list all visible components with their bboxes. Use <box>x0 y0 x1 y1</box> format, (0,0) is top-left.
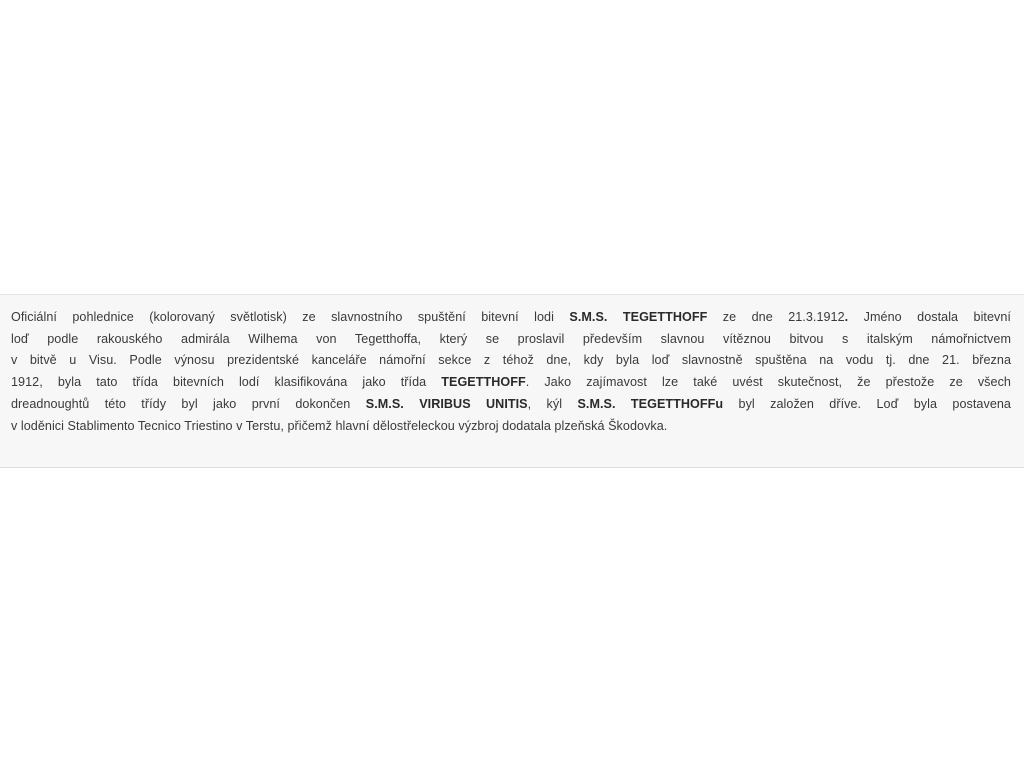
bold-period: . <box>844 310 849 324</box>
caption-line-1 <box>11 307 1011 329</box>
caption-line-3: v bitvě u Visu. Podle výnosu prezidentské kanceláře námořní sekce z téhož dne, kdy byla loď slavnostně spuštěna na vodu tj. dne 21. března <box>11 353 1011 368</box>
ship-name-bold: S.M.S. VIRIBUS UNITIS <box>365 396 528 411</box>
caption-text: dreadnoughtů této třídy byl jako první dokončen <box>11 396 366 411</box>
caption-line-6: v loděnici Stablimento Tecnico Triestino v Terstu, přičemž hlavní dělostřeleckou výzbroj dodatala plzeňská Škodovka. <box>11 418 668 433</box>
caption-text: Jméno dostala bitevní <box>848 310 1011 324</box>
class-name-bold: TEGETTHOFF <box>441 375 526 390</box>
caption-text: . Jako zajímavost lze také uvést skutečnost, že přestože ze všech <box>525 375 1011 390</box>
caption-line-4 <box>11 372 1011 394</box>
caption-text: byl založen dříve. Loď byla postavena <box>723 396 1011 411</box>
caption-line-5 <box>11 394 1011 416</box>
caption-line-2: loď podle rakouského admirála Wilhema von Tegetthoffa, který se proslavil především slavnou vítěznou bitvou s italským námořnictvem <box>11 331 1011 346</box>
caption-text: 1912, byla tato třída bitevních lodí klasifikována jako třída <box>11 375 442 390</box>
ship-name-bold: S.M.S. TEGETTHOFFu <box>577 396 724 411</box>
caption-paper-strip <box>0 294 1024 468</box>
caption-text: Oficiální pohlednice (kolorovaný světlotisk) ze slavnostního spuštění bitevní lodi <box>11 310 570 324</box>
caption-paragraph <box>11 307 1011 437</box>
caption-text: , kýl <box>527 396 578 411</box>
ship-name-bold: S.M.S. TEGETTHOFF <box>569 310 708 324</box>
caption-text: ze dne 21.3.1912 <box>707 310 845 324</box>
